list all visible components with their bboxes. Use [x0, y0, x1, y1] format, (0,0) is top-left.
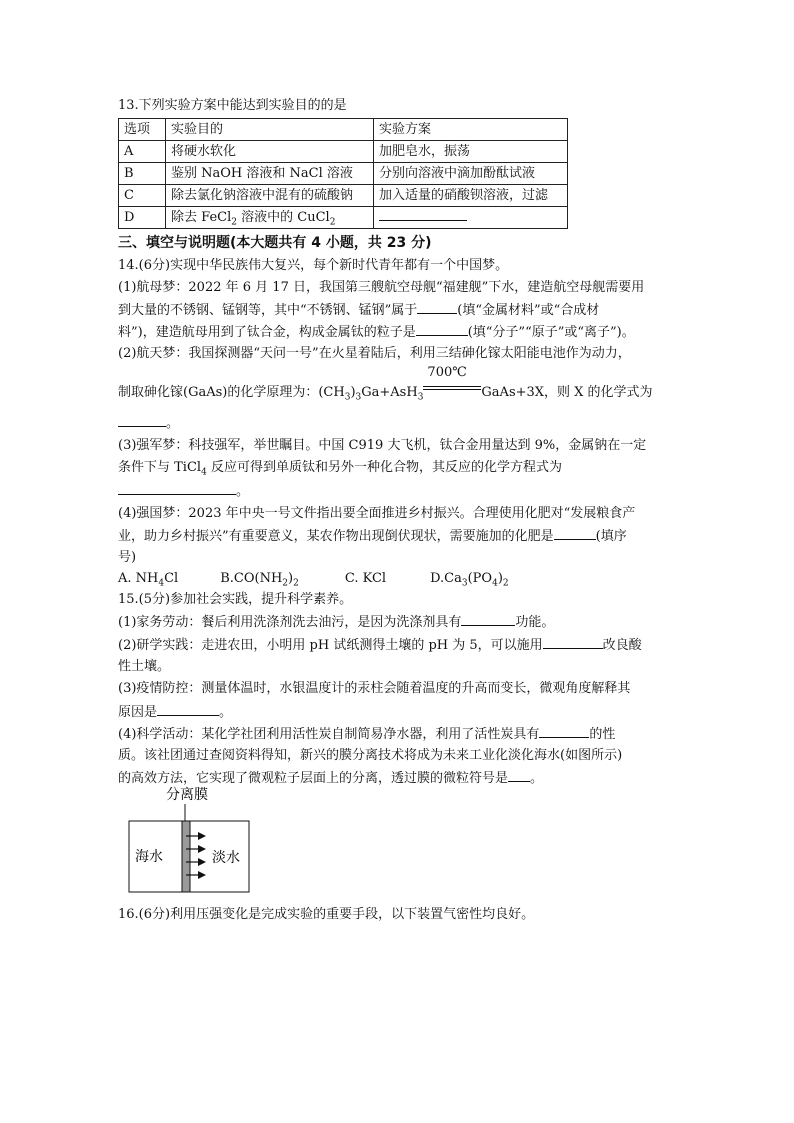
- q15-p4-line2: 质。该社团通过查阅资料得知，新兴的膜分离技术将成为未来工业化淡化海水(如图所示): [118, 748, 623, 763]
- q15-p3-line1: (3)疫情防控：测量体温时，水银温度计的汞柱会随着温度的升高而变长，微观角度解释其: [118, 681, 631, 696]
- header-plan: 实验方案: [374, 119, 568, 141]
- answer-blank[interactable]: [118, 482, 236, 495]
- answer-blank[interactable]: [461, 613, 515, 626]
- q14-p4-line1: (4)强国梦：2023 年中央一号文件指出要全面推进乡村振兴。合理使用化肥对“发展粮食产: [118, 506, 636, 521]
- answer-blank[interactable]: [539, 725, 589, 738]
- section-heading: 三、填空与说明题(本大题共有 4 小题，共 23 分): [118, 235, 432, 251]
- table-row: [119, 163, 568, 185]
- row-plan: 加入适量的硝酸钡溶液，过滤: [374, 185, 568, 207]
- q14-p3-line3: 。: [118, 482, 249, 500]
- q14-p1-line1: (1)航母梦：2022 年 6 月 17 日，我国第三艘航空母舰“福建舰”下水，建造航空母舰需要用: [118, 280, 645, 295]
- row-purpose: 除去 FeCl$_2$ 溶液中的 CuCl$_2$: [166, 207, 374, 229]
- q15-p4-line3: 的高效方法，它实现了微观粒子层面上的分离，透过膜的微粒符号是 。: [118, 771, 544, 786]
- option-d[interactable]: $D.Ca_3(PO_4)_2$: [430, 571, 509, 589]
- answer-blank[interactable]: [417, 301, 457, 314]
- row-option: B: [119, 163, 166, 185]
- membrane-figure: [128, 783, 253, 895]
- row-plan: 加肥皂水，振荡: [374, 141, 568, 163]
- q14-p4-line2: 业，助力乡村振兴”有重要意义，某农作物出现倒伏现状，需要施加的化肥是 (填序: [118, 529, 627, 544]
- row-purpose: 鉴别 NaOH 溶液和 NaCl 溶液: [166, 163, 374, 185]
- membrane-label: 分离膜: [166, 787, 208, 803]
- option-b[interactable]: $B.CO(NH_2)_2$: [220, 571, 299, 589]
- answer-blank[interactable]: [416, 323, 468, 336]
- q14-p3-line1: (3)强军梦：科技强军，举世瞩目。中国 C919 大飞机，钛合金用量达到 9%，金属钠在一定: [118, 438, 647, 453]
- reaction-arrow: [423, 365, 481, 396]
- header-option: 选项: [119, 119, 166, 141]
- q15-p2-line2: 性土壤。: [118, 659, 171, 674]
- membrane-diagram: [128, 783, 253, 895]
- row-purpose: 将硬水软化: [166, 141, 374, 163]
- freshwater-label: 淡水: [212, 850, 240, 866]
- answer-blank[interactable]: [543, 636, 603, 649]
- q14-p2-line1: (2)航天梦：我国探测器“天问一号”在火星着陆后，利用三结砷化镓太阳能电池作为动力，: [118, 346, 631, 361]
- option-a[interactable]: A. $NH_4Cl$: [118, 571, 179, 589]
- row-purpose: 除去氯化钠溶液中混有的硫酸钠: [166, 185, 374, 207]
- option-c[interactable]: C. KCl: [344, 571, 387, 586]
- row-plan: 分别向溶液中滴加酚酞试液: [374, 163, 568, 185]
- row-option: A: [119, 141, 166, 163]
- q14-p4-line3: 号): [118, 550, 137, 565]
- membrane-bar: [182, 821, 190, 892]
- table-row: [119, 185, 568, 207]
- table-header-row: [119, 119, 568, 141]
- q15-head: 15.(5分)参加社会实践，提升科学素养。: [118, 592, 353, 607]
- q14-p2-line3: 。: [118, 414, 179, 432]
- answer-blank[interactable]: [379, 208, 467, 221]
- q13-title: 13.下列实验方案中能达到实验目的的是: [118, 98, 347, 113]
- q15-p3-line2: 原因是 。: [118, 705, 233, 720]
- answer-blank[interactable]: [508, 769, 530, 782]
- q15-p1: (1)家务劳动：餐后利用洗涤剂洗去油污，是因为洗涤剂具有 功能。: [118, 615, 555, 630]
- answer-blank[interactable]: [118, 414, 166, 427]
- q15-p4-line1: (4)科学活动：某化学社团利用活性炭自制简易净水器，利用了活性炭具有 的性: [118, 727, 616, 742]
- q14-p3-line2: 条件下与 TiCl$_4$ 反应可得到单质钛和另外一种化合物，其反应的化学方程式为: [118, 460, 562, 478]
- answer-blank[interactable]: [554, 527, 596, 540]
- q14-p2-line2: 制取砷化镓(GaAs)的化学原理为：$(CH_3)_3Ga+AsH_3$ 700℃ GaAs+3X，则 X 的化学式为: [118, 365, 653, 403]
- table-row: [119, 141, 568, 163]
- header-purpose: 实验目的: [166, 119, 374, 141]
- row-option: D: [119, 207, 166, 229]
- q15-p2-line1: (2)研学实践：走进农田，小明用 pH 试纸测得土壤的 pH 为 5，可以施用 改良酸: [118, 638, 642, 653]
- answer-blank[interactable]: [157, 703, 219, 716]
- row-plan-answer-blank[interactable]: [374, 207, 568, 229]
- reaction-condition: 700℃: [427, 365, 467, 380]
- q14-head: 14.(6分)实现中华民族伟大复兴，每个新时代青年都有一个中国梦。: [118, 258, 509, 273]
- q16-head: 16.(6分)利用压强变化是完成实验的重要手段，以下装置气密性均良好。: [118, 907, 535, 922]
- seawater-label: 海水: [135, 849, 163, 865]
- row-option: C: [119, 185, 166, 207]
- q14-p1-line3: 料”)，建造航母用到了钛合金，构成金属钛的粒子是 (填“分子”“原子”或“离子”)。: [118, 325, 635, 340]
- q13-table: [118, 118, 568, 229]
- table-row: [119, 207, 568, 229]
- q14-p1-line2: 到大量的不锈钢、锰钢等，其中“不锈钢、锰钢”属于 (填“金属材料”或“合成材: [118, 303, 600, 318]
- q14-options: [118, 570, 509, 587]
